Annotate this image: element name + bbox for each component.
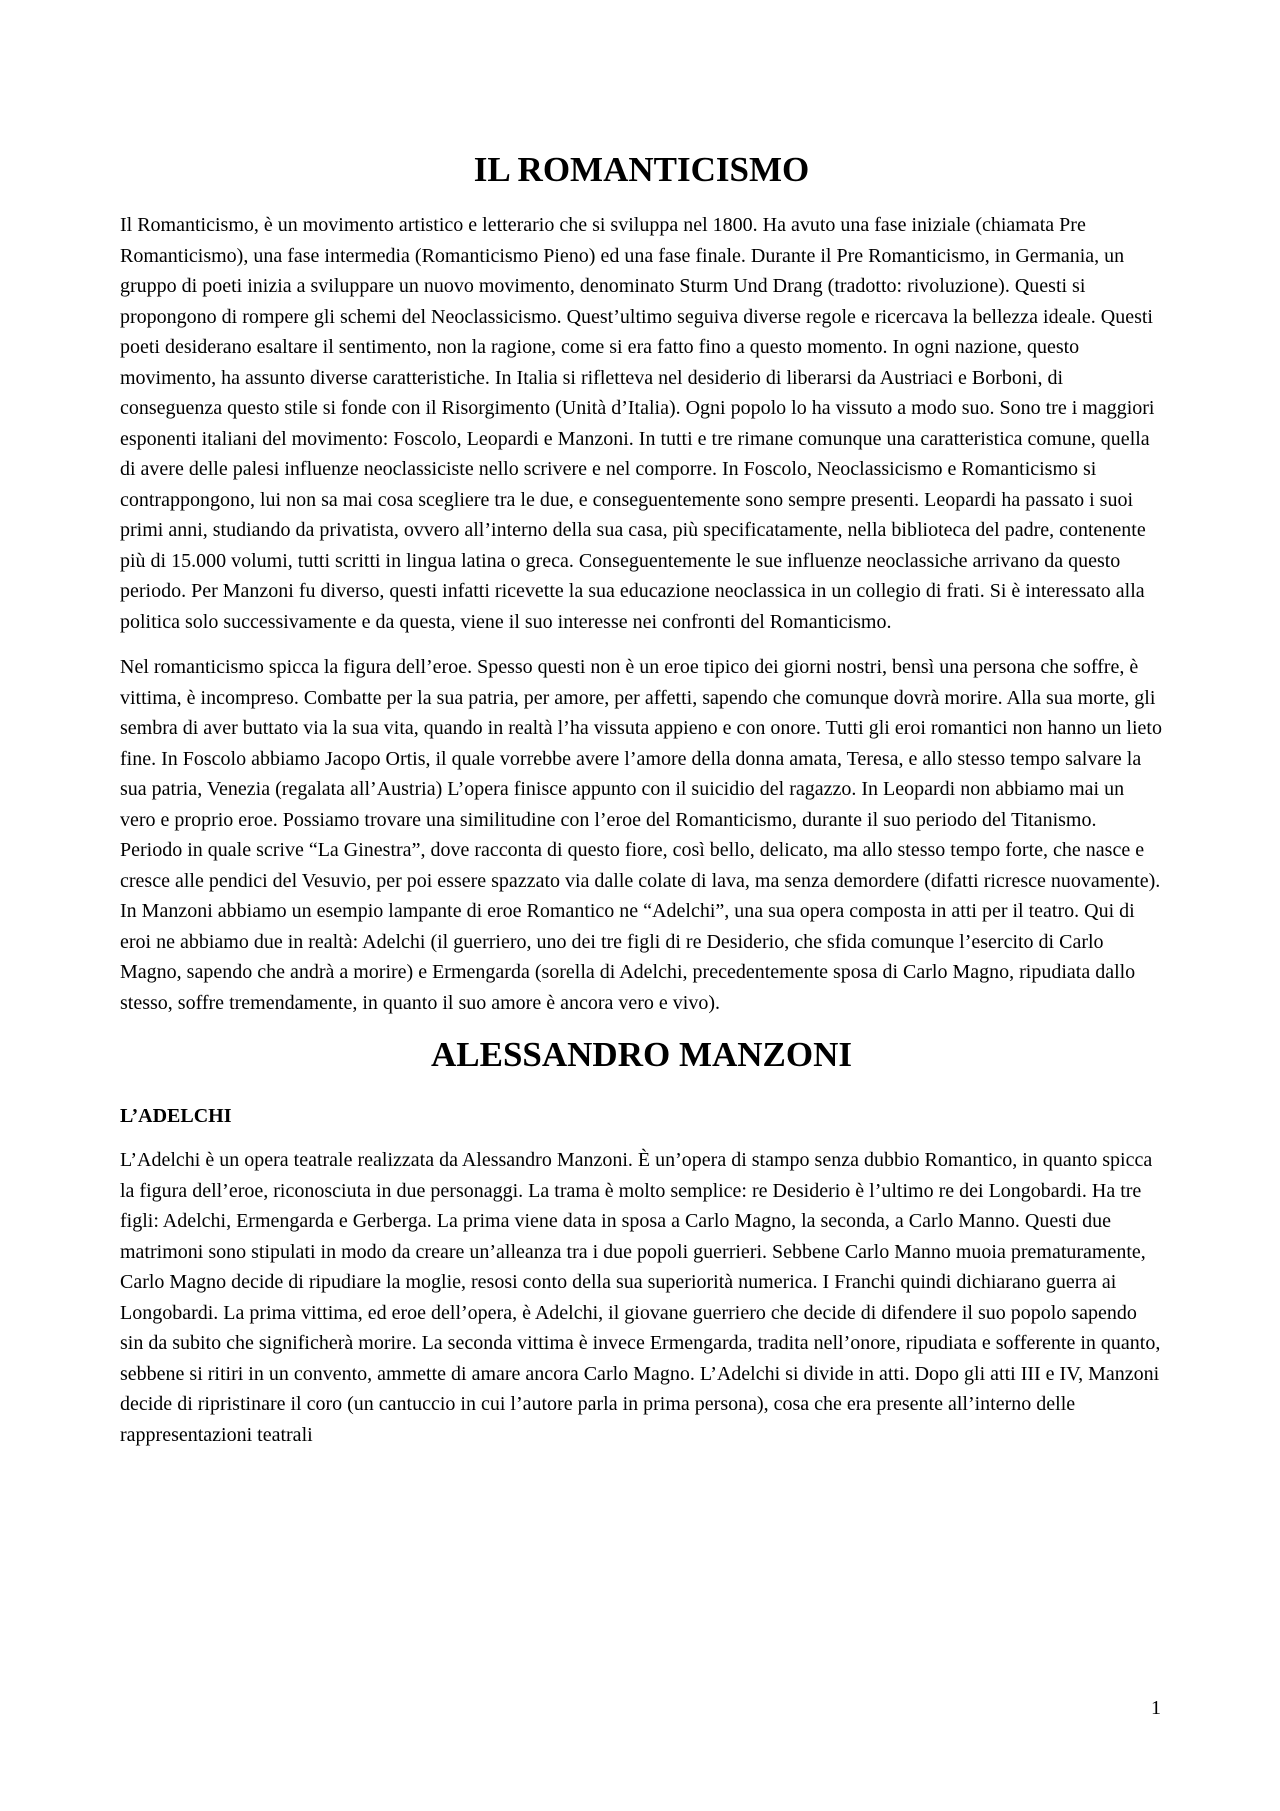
intro-paragraph-2: Nel romanticismo spicca la figura dell’eroe. Spesso questi non è un eroe tipico dei giorni nostri, bensì una persona che soffre, è vittima, è incompreso. Combatte per la sua patria, per amore, per affetti, sapendo che comunque dovrà morire. Alla sua morte, gli sembra di aver buttato via la sua vita, quando in realtà l’ha vissuta appieno e con onore. Tutti gli eroi romantici non hanno un lieto fine. In Foscolo abbiamo Jacopo Ortis, il quale vorrebbe avere l’amore della donna amata, Teresa, e allo stesso tempo salvare la sua patria, Venezia (regalata all’Austria) L’opera finisce appunto con il suicidio del ragazzo. In Leopardi non abbiamo mai un vero e proprio eroe. Possiamo trovare una similitudine con l’eroe del Romanticismo, durante il suo periodo del Titanismo. Periodo in quale scrive “La Ginestra”, dove racconta di questo fiore, così bello, delicato, ma allo stesso tempo forte, che nasce e cresce alle pendici del Vesuvio, per poi essere spazzato via dalle colate di lava, ma senza demordere (difatti ricresce nuovamente). In Manzoni abbiamo un esempio lampante di eroe Romantico ne “Adelchi”, una sua opera composta in atti per il teatro. Qui di eroi ne abbiamo due in realtà: Adelchi (il guerriero, uno dei tre figli di re Desiderio, che sfida comunque l’esercito di Carlo Magno, sapendo che andrà a morire) e Ermengarda (sorella di Adelchi, precedentemente sposa di Carlo Magno, ripudiata dallo stesso, soffre tremendamente, in quanto il suo amore è ancora vero e vivo). [120, 656, 1162, 1014]
page-content [120, 148, 1163, 1465]
section-paragraph: L’Adelchi è un opera teatrale realizzata da Alessandro Manzoni. È un’opera di stampo senza dubbio Romantico, in quanto spicca la figura dell’eroe, riconosciuta in due personaggi. La trama è molto semplice: re Desiderio è l’ultimo re dei Longobardi. Ha tre figli: Adelchi, Ermengarda e Gerberga. La prima viene data in sposa a Carlo Magno, la seconda, a Carlo Manno. Questi due matrimoni sono stipulati in modo da creare un’alleanza tra i due popoli guerrieri. Sebbene Carlo Manno muoia prematuramente, Carlo Magno decide di ripudiare la moglie, resosi conto della sua superiorità numerica. I Franchi quindi dichiarano guerra ai Longobardi. La prima vittima, ed eroe dell’opera, è Adelchi, il giovane guerriero che decide di difendere il suo popolo sapendo sin da subito che significherà morire. La seconda vittima è invece Ermengarda, tradita nell’onore, ripudiata e sofferente in quanto, sebbene si ritiri in un convento, ammette di amare ancora Carlo Magno. L’Adelchi si divide in atti. Dopo gli atti III e IV, Manzoni decide di ripristinare il coro (un cantuccio in cui l’autore parla in prima persona), cosa che era presente all’interno delle rappresentazioni teatrali [120, 1149, 1161, 1446]
intro-paragraph-1: Il Romanticismo, è un movimento artistico e letterario che si sviluppa nel 1800. Ha avuto una fase iniziale (chiamata Pre Romanticismo), una fase intermedia (Romanticismo Pieno) ed una fase finale. Durante il Pre Romanticismo, in Germania, un gruppo di poeti inizia a sviluppare un nuovo movimento, denominato Sturm Und Drang (tradotto: rivoluzione). Questi si propongono di rompere gli schemi del Neoclassicismo. Quest’ultimo seguiva diverse regole e ricercava la bellezza ideale. Questi poeti desiderano esaltare il sentimento, non la ragione, come si era fatto fino a questo momento. In ogni nazione, questo movimento, ha assunto diverse caratteristiche. In Italia si rifletteva nel desiderio di liberarsi da Austriaci e Borboni, di conseguenza questo stile si fonde con il Risorgimento (Unità d’Italia). Ogni popolo lo ha vissuto a modo suo. Sono tre i maggiori esponenti italiani del movimento: Foscolo, Leopardi e Manzoni. In tutti e tre rimane comunque una caratteristica comune, quella di avere delle palesi influenze neoclassiciste nello scrivere e nel comporre. In Foscolo, Neoclassicismo e Romanticismo si contrappongono, lui non sa mai cosa scegliere tra le due, e conseguentemente sono sempre presenti. Leopardi ha passato i suoi primi anni, studiando da privatista, ovvero all’interno della sua casa, più specificatamente, nella biblioteca del padre, contenente più di 15.000 volumi, tutti scritti in lingua latina o greca. Conseguentemente le sue influenze neoclassiche arrivano da questo periodo. Per Manzoni fu diverso, questi infatti ricevette la sua educazione neoclassica in un collegio di frati. Si è interessato alla politica solo successivamente e da questa, viene il suo interesse nei confronti del Romanticismo. [120, 214, 1155, 633]
page-number: 1 [1151, 1697, 1161, 1719]
section-subheading: L’ADELCHI [120, 1105, 232, 1127]
section-title: ALESSANDRO MANZONI [430, 1035, 853, 1074]
page-title: IL ROMANTICISMO [473, 150, 810, 189]
